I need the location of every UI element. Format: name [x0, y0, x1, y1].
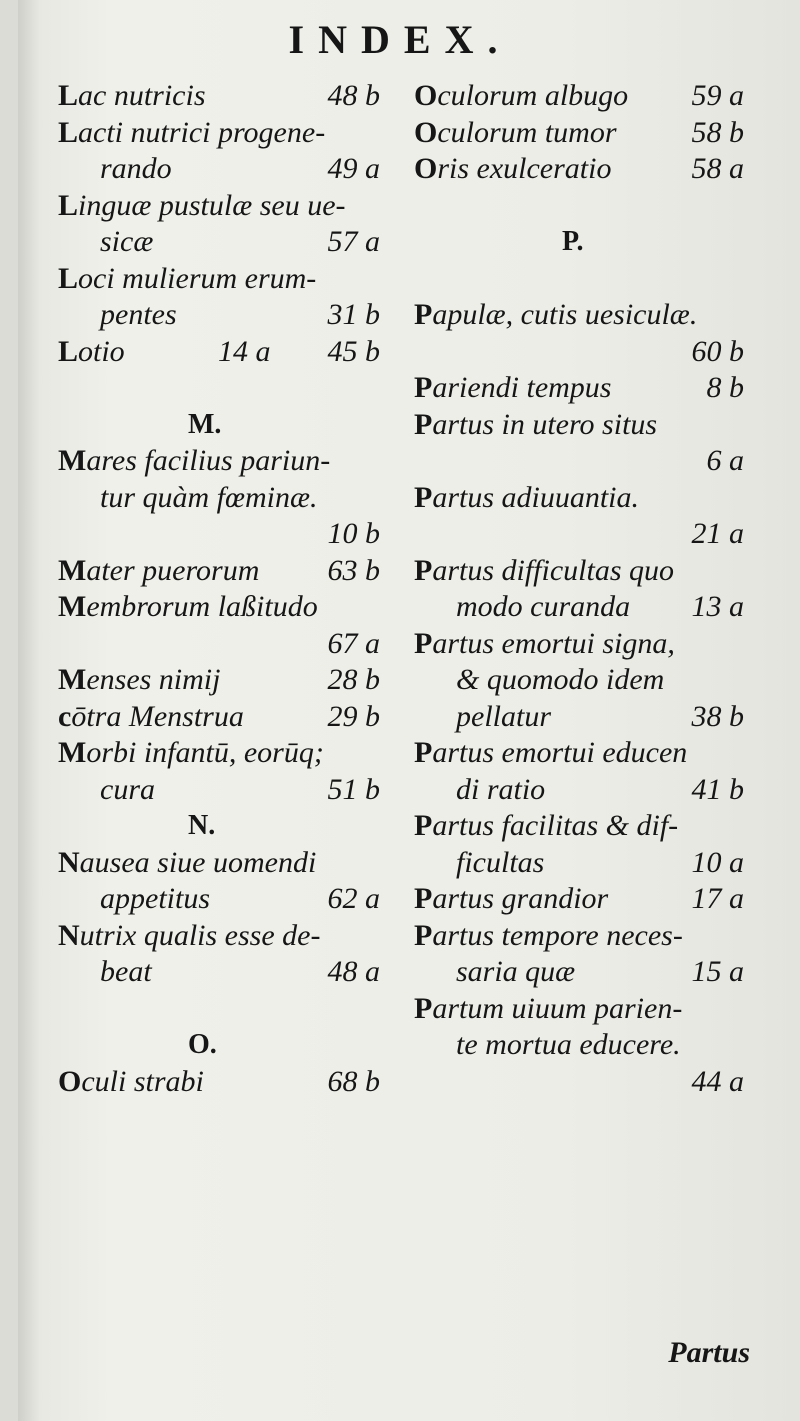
- entry-page-ref: 41 b: [691, 772, 744, 806]
- blank-line: [58, 370, 380, 407]
- entry-page-ref: 68 b: [327, 1064, 380, 1098]
- entry-page-ref: 38 b: [691, 699, 744, 733]
- entry-text: Lacti nutrici progene-: [58, 115, 326, 149]
- entry-text: pellatur: [456, 699, 551, 733]
- entry-text: Partus facilitas & dif-: [414, 809, 679, 842]
- index-entry: [414, 370, 744, 407]
- entry-page-ref: 45 b: [327, 334, 380, 368]
- index-entry: [58, 297, 380, 334]
- entry-text: Nutrix qualis esse de-: [58, 918, 321, 952]
- entry-text: Nausea siue uomendi: [58, 845, 317, 879]
- entry-text: te mortua educere.: [456, 1028, 681, 1061]
- index-entry: [58, 662, 380, 699]
- entry-page-ref: 10 a: [691, 845, 744, 879]
- index-entry: [414, 881, 744, 918]
- entry-text: Lac nutricis: [58, 79, 206, 112]
- index-entry: [58, 443, 380, 480]
- entry-text: Partus grandior: [414, 882, 609, 915]
- section-letter: N.: [188, 810, 216, 841]
- entry-text: Partus difficultas quo: [414, 553, 675, 587]
- index-entry: [414, 991, 744, 1028]
- entry-text: Loci mulierum erum-: [58, 261, 317, 295]
- entry-text: Partus emortui signa,: [414, 626, 675, 660]
- entry-page-ref: 31 b: [327, 298, 380, 331]
- entry-page-ref: 59 a: [691, 79, 744, 112]
- entry-page-ref: 17 a: [691, 882, 744, 915]
- entry-text: Membrorum laßitudo: [58, 590, 318, 623]
- entry-text: Partus adiuuantia.: [414, 480, 640, 514]
- index-entry: [58, 699, 380, 736]
- entry-text: ficultas: [456, 845, 545, 879]
- entry-text: cura: [100, 772, 155, 806]
- entry-page-ref: 6 a: [706, 444, 744, 477]
- entry-text: tur quàm fœminæ.: [100, 480, 318, 514]
- index-entry: [414, 954, 744, 991]
- index-entry: [58, 626, 380, 663]
- index-entry: [414, 1027, 744, 1064]
- entry-page-ref: 60 b: [691, 334, 744, 368]
- index-entry: [414, 516, 744, 553]
- section-letter-row: [58, 808, 380, 845]
- section-letter: O.: [188, 1029, 217, 1060]
- entry-text: cōtra Menstrua: [58, 699, 244, 733]
- index-entry: [414, 626, 744, 663]
- index-entry: [414, 589, 744, 626]
- index-entry: [414, 662, 744, 699]
- index-entry: [58, 480, 380, 517]
- entry-page-ref: 67 a: [327, 626, 380, 660]
- entry-page-ref: 21 a: [691, 517, 744, 550]
- entry-text: beat: [100, 955, 152, 988]
- entry-page-ref: 8 b: [706, 371, 744, 404]
- entry-text: Morbi infantū, eorūq;: [58, 736, 324, 769]
- entry-text: Oculorum tumor: [414, 115, 617, 149]
- entry-text: Oculorum albugo: [414, 79, 629, 112]
- entry-text: Partus emortui educen: [414, 736, 688, 769]
- index-entry: [58, 151, 380, 188]
- entry-text: & quomodo idem: [456, 663, 665, 696]
- index-entry: [58, 954, 380, 991]
- entry-text: appetitus: [100, 882, 210, 915]
- section-letter: M.: [188, 408, 222, 440]
- index-entry: [58, 261, 380, 298]
- index-entry: [414, 115, 744, 152]
- entry-page-ref: 49 a: [327, 152, 380, 185]
- section-letter-row: [414, 224, 744, 261]
- entry-text: rando: [100, 152, 172, 185]
- index-entry: [58, 78, 380, 115]
- index-entry: [58, 553, 380, 590]
- index-entry: [58, 881, 380, 918]
- index-entry: [58, 845, 380, 882]
- index-entry: [414, 480, 744, 517]
- entry-text: Partus tempore neces-: [414, 918, 683, 952]
- entry-text: Linguæ pustulæ seu ue-: [58, 188, 346, 222]
- entry-text: Papulæ, cutis uesiculæ.: [414, 298, 698, 331]
- entry-text: Partus in utero situs: [414, 407, 658, 441]
- index-entry: [58, 516, 380, 553]
- entry-page-ref: 10 b: [327, 517, 380, 550]
- entry-secondary-page: 14 a: [218, 334, 271, 368]
- page-edge-shadow: [18, 0, 40, 1421]
- index-entry: [414, 1064, 744, 1101]
- entry-page-ref: 58 a: [691, 152, 744, 185]
- entry-page-ref: 63 b: [327, 553, 380, 587]
- entry-text: Mares facilius pariun-: [58, 444, 331, 477]
- entry-page-ref: 62 a: [327, 882, 380, 915]
- entry-text: Menses nimij: [58, 663, 221, 696]
- entry-text: saria quæ: [456, 955, 576, 988]
- index-entry: [58, 224, 380, 261]
- entry-text: modo curanda: [456, 590, 631, 623]
- index-entry: [414, 151, 744, 188]
- entry-text: sicæ: [100, 225, 154, 258]
- entry-text: di ratio: [456, 772, 546, 806]
- entry-page-ref: 58 b: [691, 115, 744, 149]
- index-entry: [414, 553, 744, 590]
- entry-page-ref: 57 a: [327, 225, 380, 258]
- entry-page-ref: 44 a: [691, 1064, 744, 1098]
- entry-text: pentes: [100, 298, 177, 331]
- blank-line: [414, 188, 744, 225]
- index-entry: [414, 297, 744, 334]
- section-letter: P.: [562, 226, 584, 257]
- entry-page-ref: 51 b: [327, 772, 380, 806]
- index-entry: [58, 735, 380, 772]
- page-header: INDEX.: [288, 17, 512, 62]
- section-letter-row: [58, 1027, 380, 1064]
- entry-text: Partum uiuum parien-: [414, 991, 683, 1025]
- entry-page-ref: 28 b: [327, 663, 380, 696]
- index-entry: [414, 808, 744, 845]
- index-entry: [58, 115, 380, 152]
- index-entry: [58, 334, 380, 371]
- index-entry: [58, 772, 380, 809]
- entry-page-ref: 13 a: [691, 590, 744, 623]
- entry-page-ref: 48 b: [327, 79, 380, 112]
- index-entry: [414, 443, 744, 480]
- entry-text: Lotio: [58, 334, 125, 368]
- index-entry: [414, 407, 744, 444]
- index-entry: [58, 918, 380, 955]
- index-entry: [414, 918, 744, 955]
- entry-text: Pariendi tempus: [414, 371, 612, 404]
- blank-line: [58, 991, 380, 1028]
- index-entry: [58, 589, 380, 626]
- index-entry: [58, 1064, 380, 1101]
- entry-page-ref: 15 a: [691, 955, 744, 988]
- index-entry: [414, 772, 744, 809]
- entry-text: Oris exulceratio: [414, 152, 612, 185]
- index-column-left: [58, 78, 380, 1100]
- blank-line: [414, 261, 744, 298]
- entry-page-ref: 48 a: [327, 955, 380, 988]
- index-entry: [414, 699, 744, 736]
- index-entry: [414, 845, 744, 882]
- entry-text: Mater puerorum: [58, 553, 260, 587]
- entry-text: Oculi strabi: [58, 1064, 204, 1098]
- index-entry: [58, 188, 380, 225]
- section-letter-row: [58, 407, 380, 444]
- entry-page-ref: 29 b: [327, 699, 380, 733]
- index-entry: [414, 735, 744, 772]
- index-entry: [414, 78, 744, 115]
- index-entry: [414, 334, 744, 371]
- catchword: Partus: [668, 1336, 750, 1369]
- index-column-right: [414, 78, 744, 1100]
